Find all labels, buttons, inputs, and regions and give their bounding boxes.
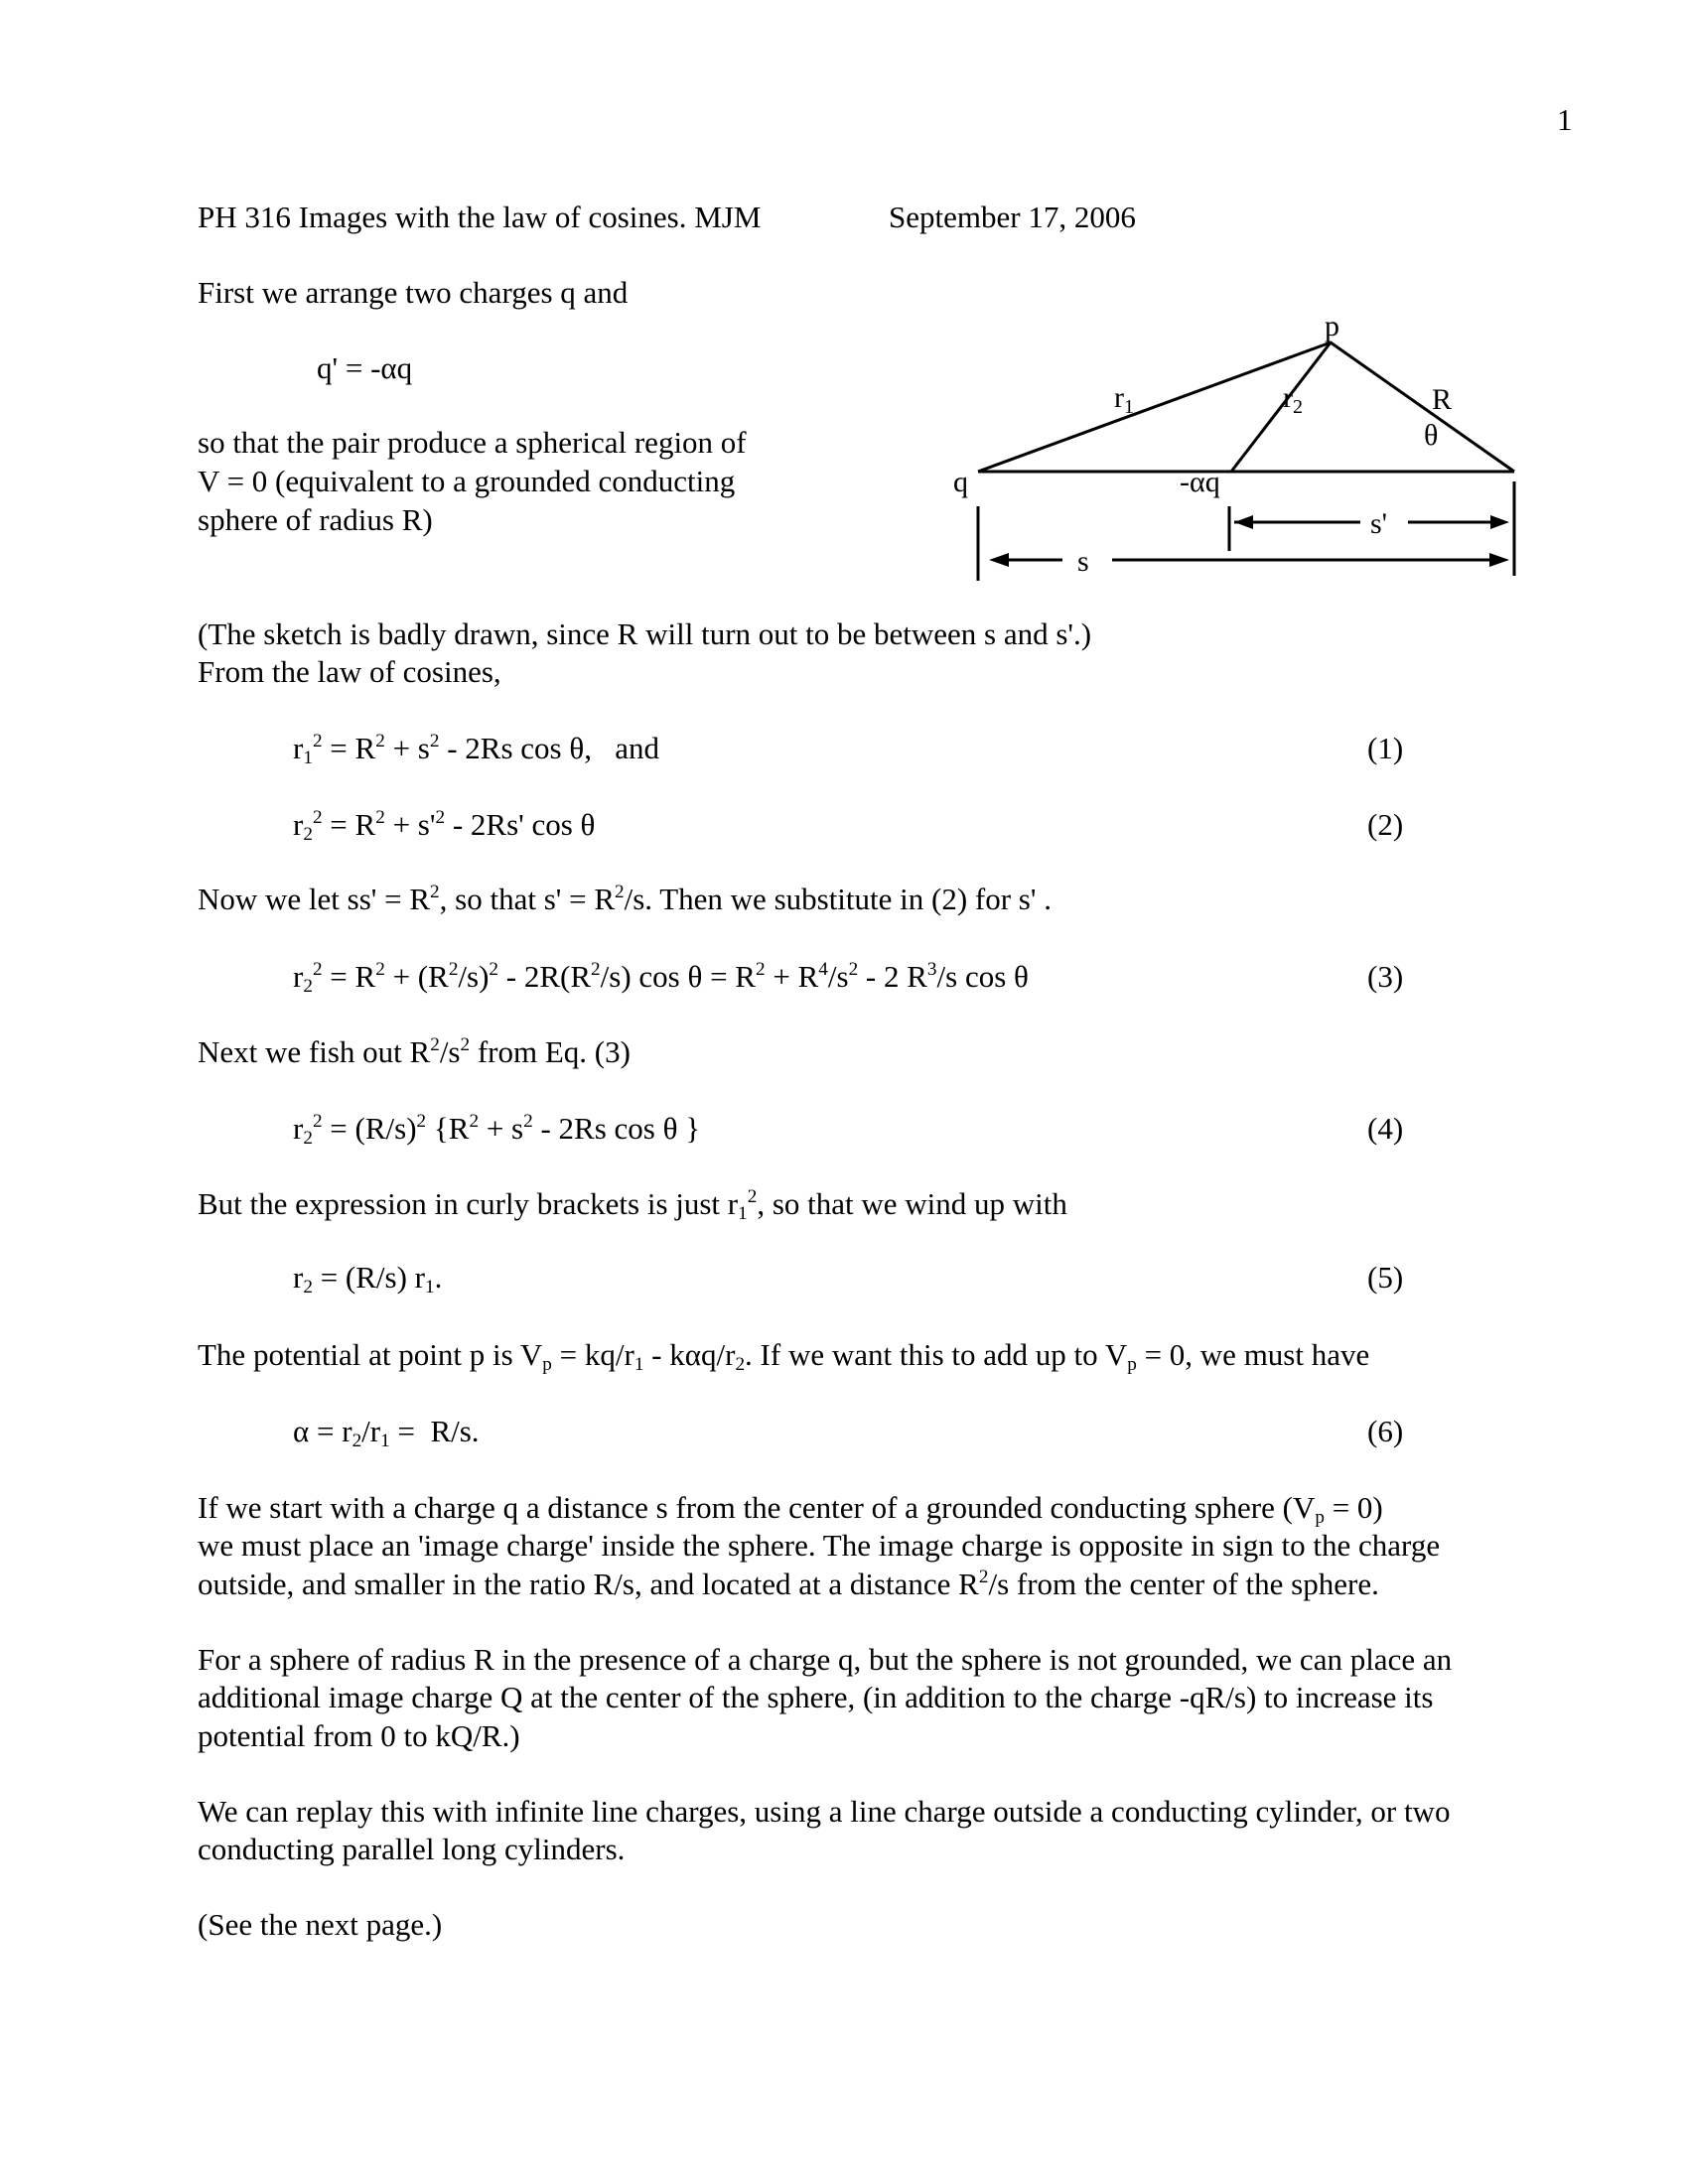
image-charge-paragraph-line: If we start with a charge q a distance s from the center of a grounded conducting sphere $(V_p = 0)$ [198,1490,1383,1528]
document-date: September 17, 2006 [889,200,1136,234]
image-charge-paragraph-line: outside, and smaller in the ratio R/s, and located at a distance $R^2/s$ from the center of the sphere. [198,1567,1379,1601]
equation-6: $\alpha = r_2/r_1 = R/s$. [293,1414,480,1451]
page-number: 1 [1557,102,1573,137]
potential-sentence: The potential at point p is $V_p = kq/r_1 - k\alpha q/r_2$. If we want this to add up to $V_p = 0$, we must have [198,1337,1370,1375]
label-theta: θ [1424,419,1439,452]
intro-paragraph-line: so that the pair produce a spherical region of [198,425,747,460]
arrowhead [1489,553,1509,567]
charge-geometry-diagram [933,308,1529,586]
label-R: R [1432,383,1453,416]
ungrounded-sphere-paragraph-line: potential from 0 to kQ/R.) [198,1718,520,1753]
equation-number: (1) [1367,731,1404,765]
arrowhead [1234,515,1253,529]
equation-number: (3) [1367,959,1404,994]
equation-number: (5) [1367,1260,1404,1295]
fish-out-sentence: Next we fish out $R^2/s^2$ from Eq. (3) [198,1034,631,1069]
equation-2: $r_2^2 = R^2 + s'^2 - 2Rs'$ cos θ [293,807,596,845]
equation-number: (2) [1367,807,1404,842]
label-r1: $r_1$ [1114,381,1134,418]
line-charge-paragraph-line: We can replay this with infinite line charges, using a line charge outside a conducting cylinder, or two [198,1794,1451,1829]
and-word: and [615,731,659,765]
see-next-page-note: (See the next page.) [198,1907,443,1942]
label-p: p [1325,310,1339,342]
label-image-charge: -αq [1180,466,1220,498]
ungrounded-sphere-paragraph-line: For a sphere of radius R in the presence of a charge q, but the sphere is not grounded, we can place an [198,1642,1453,1677]
label-q: q [953,466,968,498]
ungrounded-sphere-paragraph-line: additional image charge Q at the center of the sphere, (in addition to the charge -qR/s) to increase its [198,1680,1434,1714]
law-of-cosines-intro: From the law of cosines, [198,654,501,689]
intro-paragraph-line: V = 0 (equivalent to a grounded conducting [198,464,736,498]
label-s-prime: s' [1370,507,1388,540]
arrowhead [989,553,1009,567]
intro-paragraph-line: sphere of radius R) [198,502,433,537]
line-charge-paragraph-line: conducting parallel long cylinders. [198,1832,626,1866]
intro-line: First we arrange two charges q and [198,275,629,310]
curly-brackets-sentence: But the expression in curly brackets is just $r_1^2$, so that we wind up with [198,1186,1067,1224]
label-s: s [1077,545,1089,578]
equation-3: $r_2^2 = R^2 + (R^2/s)^2 - 2R(R^2/s)$ $\cos \theta = R^2 + R^4/s^2 - 2$ $R^3/s$ cos θ [293,959,1029,997]
substitution-sentence: Now we let $ss' = R^2$, so that $s' = R^2/s$. Then we substitute in (2) for s' . [198,882,1052,916]
document-title: PH 316 Images with the law of cosines. MJM [198,200,762,234]
image-charge-equation: q' = -αq [317,350,413,385]
image-charge-paragraph-line: we must place an 'image charge' inside the sphere. The image charge is opposite in sign to the charge [198,1528,1441,1563]
equation-number: (6) [1367,1414,1404,1448]
equation-number: (4) [1367,1111,1404,1146]
sketch-note: (The sketch is badly drawn, since R will turn out to be between s and s'.) [198,616,1092,651]
r1-line [978,342,1331,472]
equation-4: $r_2^2 = (R/s)^2$ {$R^2 + s^2 - 2Rs$ cos θ } [293,1111,701,1149]
R-line [1331,342,1514,472]
label-r2: $r_2$ [1283,381,1303,418]
equation-5: $r_2 = (R/s)$ $r_1$. [293,1260,443,1297]
equation-1: $r_1^2 = R^2 + s^2 - 2Rs$ cos θ, and [293,731,659,768]
arrowhead [1490,515,1509,529]
